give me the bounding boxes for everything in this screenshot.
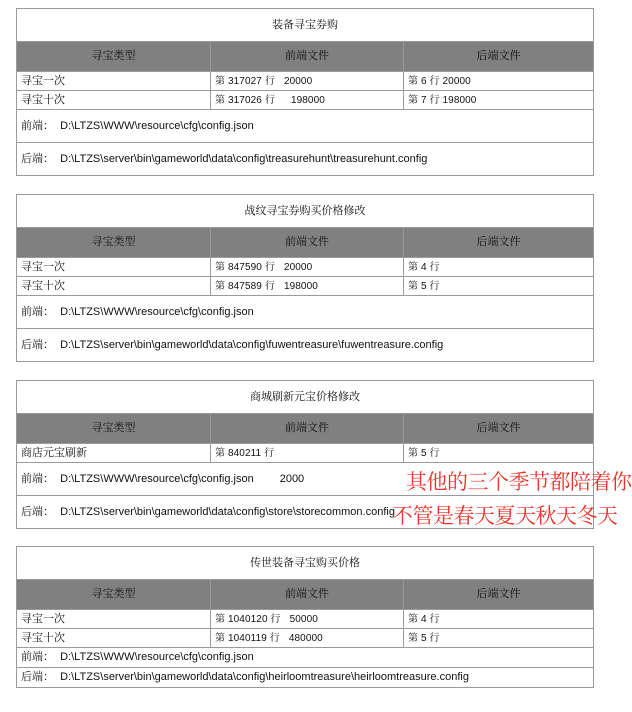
column-header-frontend: 前端文件	[211, 414, 404, 444]
column-header-type: 寻宝类型	[17, 228, 211, 258]
cell-frontend-value: 198000	[290, 94, 325, 106]
cell-frontend-line: 第 317026 行	[215, 94, 275, 106]
table-gap	[16, 529, 593, 546]
frontend-path-value: 2000	[279, 472, 305, 485]
cell-backend-line: 第 4 行	[408, 613, 440, 625]
cell-frontend-line: 第 847590 行	[215, 261, 275, 273]
column-header-backend: 后端文件	[404, 42, 594, 72]
cell-frontend-value: 20000	[283, 261, 313, 273]
frontend-label: 前端：	[21, 119, 54, 132]
cell-backend	[404, 444, 594, 463]
backend-path-row	[17, 143, 594, 176]
config-table-2	[16, 194, 594, 362]
column-header-type: 寻宝类型	[17, 580, 211, 610]
column-header-type: 寻宝类型	[17, 414, 211, 444]
watermark-line-2: 不管是春天夏天秋天冬天	[392, 504, 618, 528]
watermark-line-1: 其他的三个季节都陪着你	[406, 470, 632, 494]
cell-type: 寻宝十次	[17, 91, 211, 110]
table-title: 战纹寻宝券购买价格修改	[17, 195, 594, 228]
cell-type: 寻宝一次	[17, 72, 211, 91]
cell-type: 寻宝十次	[17, 629, 211, 648]
frontend-path-cell	[17, 110, 594, 143]
cell-backend-line: 第 5 行	[408, 280, 440, 292]
backend-path: D:\LTZS\server\bin\gameworld\data\config\store\storecommon.config	[60, 505, 395, 518]
backend-path: D:\LTZS\server\bin\gameworld\data\config\treasurehunt\treasurehunt.config	[60, 152, 428, 165]
backend-path-row	[17, 668, 594, 688]
backend-path: D:\LTZS\server\bin\gameworld\data\config\fuwentreasure\fuwentreasure.config	[60, 338, 444, 351]
cell-backend	[404, 610, 594, 629]
config-table-3	[16, 380, 594, 529]
table-title-row	[17, 381, 594, 414]
backend-label: 后端：	[21, 671, 54, 684]
frontend-path: D:\LTZS\WWW\resource\cfg\config.json	[60, 119, 254, 132]
frontend-path-row	[17, 110, 594, 143]
cell-type: 商店元宝刷新	[17, 444, 211, 463]
cell-backend	[404, 629, 594, 648]
cell-frontend-line: 第 1040120 行	[215, 613, 281, 625]
backend-path-cell	[17, 143, 594, 176]
cell-backend	[404, 91, 594, 110]
cell-backend	[404, 72, 594, 91]
cell-frontend	[211, 72, 404, 91]
backend-label: 后端：	[21, 152, 54, 165]
frontend-path-cell	[17, 296, 594, 329]
cell-frontend-value: 20000	[283, 75, 313, 87]
cell-backend-line: 第 7 行 198000	[408, 94, 477, 106]
table-title-row	[17, 9, 594, 42]
frontend-path-row	[17, 648, 594, 668]
column-header-type: 寻宝类型	[17, 42, 211, 72]
table-header-row	[17, 414, 594, 444]
table-title: 装备寻宝券购	[17, 9, 594, 42]
cell-frontend-value: 198000	[283, 280, 318, 292]
cell-frontend	[211, 444, 404, 463]
backend-path-cell	[17, 329, 594, 362]
cell-type: 寻宝十次	[17, 277, 211, 296]
frontend-label: 前端：	[21, 651, 54, 664]
column-header-frontend: 前端文件	[211, 580, 404, 610]
column-header-backend: 后端文件	[404, 228, 594, 258]
frontend-path: D:\LTZS\WWW\resource\cfg\config.json	[60, 651, 254, 664]
table-row	[17, 277, 594, 296]
cell-frontend	[211, 610, 404, 629]
backend-path-row	[17, 329, 594, 362]
cell-backend-line: 第 5 行	[408, 632, 440, 644]
backend-label: 后端：	[21, 338, 54, 351]
backend-path: D:\LTZS\server\bin\gameworld\data\config\heirloomtreasure\heirloomtreasure.config	[60, 671, 469, 684]
column-header-frontend: 前端文件	[211, 42, 404, 72]
frontend-label: 前端：	[21, 305, 54, 318]
cell-backend-line: 第 5 行	[408, 447, 440, 459]
table-title: 商城刷新元宝价格修改	[17, 381, 594, 414]
column-header-backend: 后端文件	[404, 580, 594, 610]
cell-frontend	[211, 629, 404, 648]
cell-backend-line: 第 6 行 20000	[408, 75, 471, 87]
cell-frontend-line: 第 847589 行	[215, 280, 275, 292]
table-header-row	[17, 228, 594, 258]
table-title-row	[17, 547, 594, 580]
cell-backend	[404, 258, 594, 277]
table-header-row	[17, 42, 594, 72]
frontend-path-cell	[17, 648, 594, 668]
config-table-1	[16, 8, 594, 176]
cell-frontend-value: 50000	[289, 613, 318, 625]
table-row	[17, 258, 594, 277]
frontend-label: 前端：	[21, 472, 54, 485]
cell-frontend-line: 第 317027 行	[215, 75, 275, 87]
table-row	[17, 91, 594, 110]
backend-path-cell	[17, 668, 594, 688]
config-table-4	[16, 546, 594, 688]
table-gap	[16, 176, 593, 194]
table-row	[17, 610, 594, 629]
cell-frontend-line: 第 840211 行	[215, 447, 275, 459]
table-row	[17, 444, 594, 463]
table-title: 传世装备寻宝购买价格	[17, 547, 594, 580]
frontend-path: D:\LTZS\WWW\resource\cfg\config.json	[60, 472, 254, 485]
column-header-frontend: 前端文件	[211, 228, 404, 258]
table-gap	[16, 362, 593, 380]
backend-label: 后端：	[21, 505, 54, 518]
table-header-row	[17, 580, 594, 610]
frontend-path: D:\LTZS\WWW\resource\cfg\config.json	[60, 305, 254, 318]
cell-frontend	[211, 91, 404, 110]
cell-type: 寻宝一次	[17, 610, 211, 629]
backend-path-cell	[17, 496, 594, 529]
cell-frontend	[211, 277, 404, 296]
frontend-path-cell	[17, 463, 594, 496]
cell-backend-line: 第 4 行	[408, 261, 440, 273]
cell-frontend	[211, 258, 404, 277]
table-title-row	[17, 195, 594, 228]
table-row	[17, 629, 594, 648]
cell-frontend-value: 480000	[288, 632, 323, 644]
frontend-path-row	[17, 296, 594, 329]
cell-type: 寻宝一次	[17, 258, 211, 277]
table-row	[17, 72, 594, 91]
cell-frontend-line: 第 1040119 行	[215, 632, 280, 644]
cell-backend	[404, 277, 594, 296]
column-header-backend: 后端文件	[404, 414, 594, 444]
backend-path-row	[17, 496, 594, 529]
frontend-path-row	[17, 463, 594, 496]
